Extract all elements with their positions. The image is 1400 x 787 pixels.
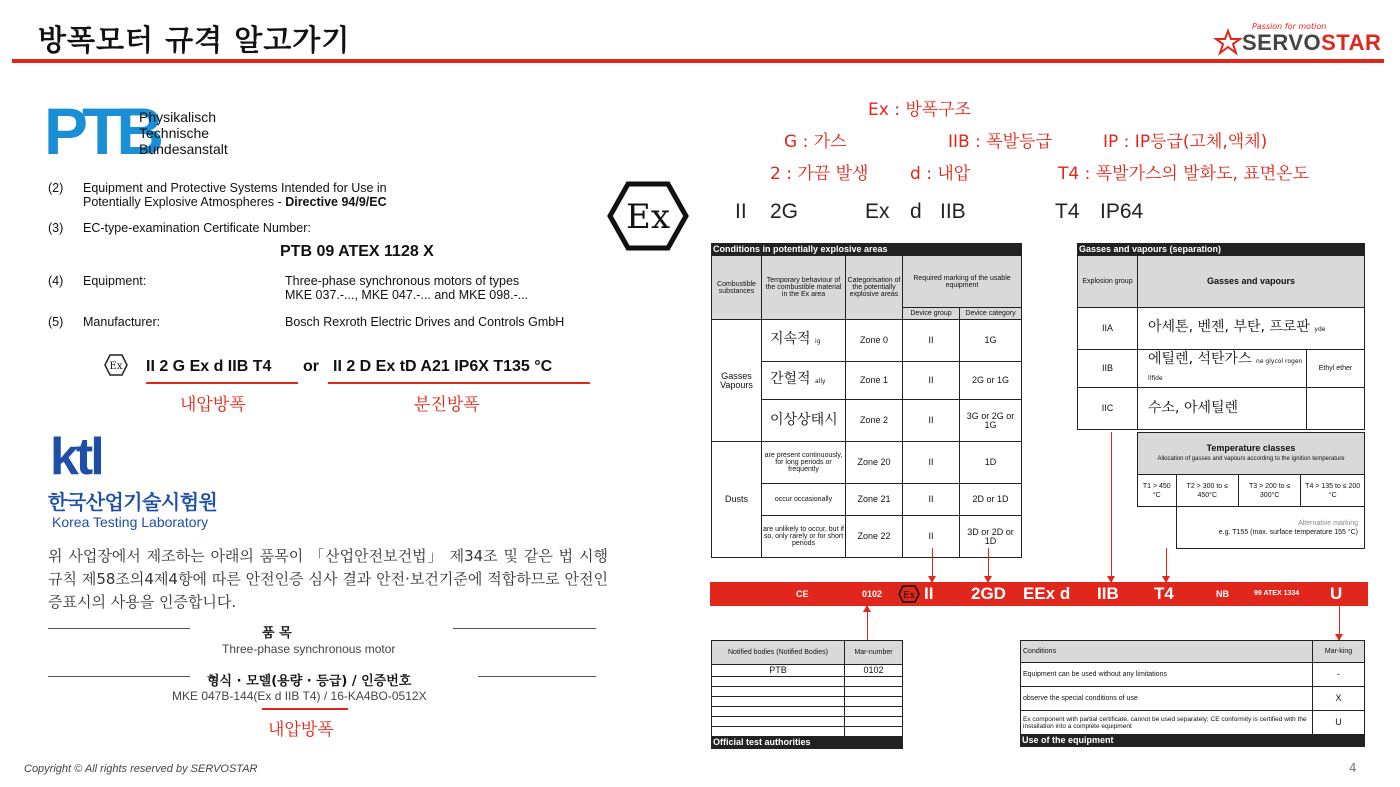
ktl-logo (50, 428, 130, 486)
svg-text:Ex: Ex (109, 361, 123, 372)
gasses-table: Gasses and vapours (separation) Explosion group Gasses and vapours IIA 아세톤, 벤젠, 부탄, 프로판 yde IIB 에틸렌, 석탄가스 ne glycol rogen llfide Ethyl ether IIC 수소, 아세틸렌 (1077, 243, 1365, 430)
svg-text:Ex: Ex (626, 197, 670, 237)
svg-text:Ex: Ex (903, 591, 915, 601)
page-title: 방폭모터 규격 알고가기 (38, 23, 351, 57)
equipment-value: Three-phase synchronous motors of types MKE 037.-..., MKE 047.-... and MKE 098.-... (285, 274, 529, 302)
ann-iib: IIB : 폭발등급 (948, 132, 1052, 152)
use-of-equipment-table: Conditions Mar-king Equipment can be used without any limitations - observe the special conditions of use X Ex component with partial certificate, cannot be used separately; CE conformity is certified with the installation into a complete equipment U Use of the equipment (1020, 640, 1365, 747)
label-dust: 분진방폭 (414, 395, 480, 415)
ex-small-icon (104, 354, 128, 376)
svg-text:ktl: ktl (50, 428, 102, 486)
marking-dust: II 2 D Ex tD A21 IP6X T135 °C (333, 358, 553, 375)
ktl-model-value: MKE 047B-144(Ex d IIB T4) / 16-KA4BO-0512X (172, 689, 427, 703)
manufacturer-value: Bosch Rexroth Electric Drives and Controls GmbH (285, 315, 565, 329)
ptb-org-name: Physikalisch Technische Bundesanstalt (139, 109, 228, 157)
directive-text: Equipment and Protective Systems Intended for Use in Potentially Explosive Atmospheres - Directive 94/9/EC (83, 181, 387, 209)
conditions-table: Conditions in potentially explosive areas Combustible substances Temporary behaviour of the combustible material in the Ex area Categorisation of the potentially explosive areas Required marking of the usable equipment Device group Device category Gasses Vapours 지속적 ig Zone 0 II 1G 간헐적 ally Zone 1 II 2G or 1G 이상상태시 Zone 2 II 3G or 2G or 1G Dusts are present continuously, for long periods or frequently Zone 20 II 1D occur occasionally Zone 21 II 2D or 1D are unlikely to occur, but if so, only rarely or for short periods Zone 22 II 3D or 2D or 1D (711, 243, 1022, 558)
copyright: Copyright © All rights reserved by SERVOSTAR (24, 763, 258, 775)
label-flameproof: 내압방폭 (180, 395, 246, 415)
ktl-body-text: 위 사업장에서 제조하는 아래의 품목이 「산업안전보건법」 제34조 및 같은 법 시행규칙 제58조의4제4항에 따른 안전인증 심사 결과 안전·보건기준에 적합하므로 안전인증표시의 사용을 인증합니다. (48, 547, 608, 611)
ann-g: G : 가스 (784, 132, 847, 152)
header-divider (12, 59, 1384, 63)
ktl-name-ko: 한국산업기술시험원 (48, 490, 218, 514)
ex-bar-icon (898, 585, 920, 603)
ann-d: d : 내압 (910, 164, 971, 184)
page-number: 4 (1349, 761, 1357, 775)
ktl-label-flameproof: 내압방폭 (268, 720, 334, 740)
servostar-logo: Passion for motion SERVOSTAR (1212, 22, 1382, 56)
marking-bar: CE 0102 Ex II 2GD EEx d IIB T4 NB 99 ATEX 1334 U (710, 582, 1368, 606)
ex-hexagon-icon (608, 181, 688, 251)
svg-text:PTB: PTB (44, 94, 158, 168)
ann-ip: IP : IP등급(고체,액체) (1103, 132, 1268, 152)
certificate-number: PTB 09 ATEX 1128 X (280, 243, 434, 260)
marking-flameproof: II 2 G Ex d IIB T4 (146, 358, 272, 375)
notified-bodies-table: Notified bodies (Notified Bodies) Mar-number PTB 0102 Official test authorities (711, 640, 903, 749)
temperature-table: Temperature classes Allocation of gasses and vapours according to the ignition temperature T1 > 450 °C T2 > 300 to ≤ 450°C T3 > 200 to ≤ 300°C T4 > 135 to ≤ 200 °C Alternative marking e.g. T155 (max. surface temperature 155 °C) (1137, 432, 1365, 549)
ann-ex: Ex : 방폭구조 (868, 100, 972, 120)
ktl-name-en: Korea Testing Laboratory (52, 514, 209, 530)
ann-2: 2 : 가끔 발생 (770, 164, 869, 184)
ann-t4: T4 : 폭발가스의 발화도, 표면온도 (1058, 164, 1310, 184)
ktl-item-value: Three-phase synchronous motor (222, 642, 396, 656)
ptb-logo (44, 94, 158, 168)
star-logo-icon (1214, 30, 1242, 54)
